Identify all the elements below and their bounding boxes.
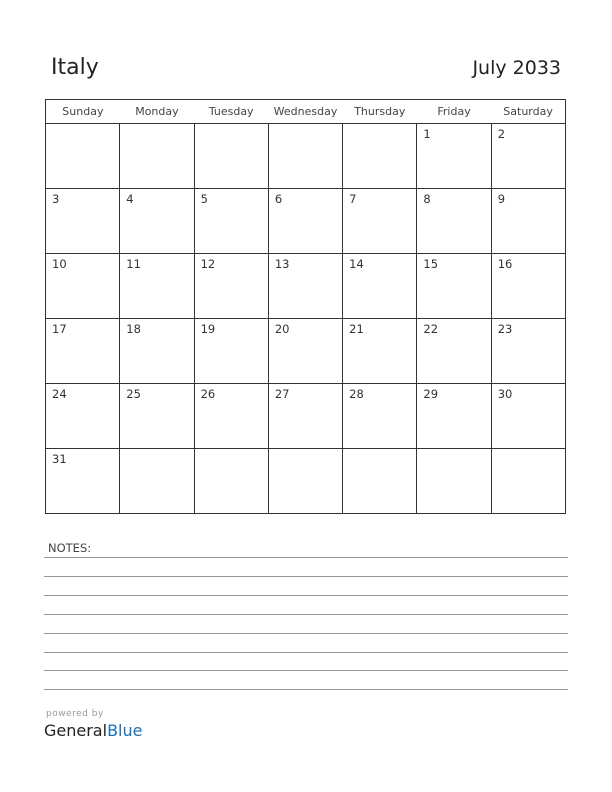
weekday-tuesday: Tuesday bbox=[194, 100, 268, 124]
week-row bbox=[46, 124, 566, 189]
day-cell bbox=[491, 319, 565, 384]
day-number: 29 bbox=[423, 387, 439, 401]
day-cell bbox=[343, 124, 417, 189]
day-number: 14 bbox=[349, 257, 364, 271]
day-number: 21 bbox=[349, 322, 364, 336]
week-row bbox=[46, 449, 566, 514]
weekday-saturday: Saturday bbox=[491, 100, 565, 124]
day-cell bbox=[417, 254, 491, 319]
note-line bbox=[44, 670, 568, 671]
day-cell bbox=[268, 124, 342, 189]
country-title: Italy bbox=[51, 55, 99, 80]
day-cell bbox=[120, 254, 194, 319]
day-number: 20 bbox=[274, 322, 290, 336]
day-cell bbox=[343, 384, 417, 449]
day-number: 22 bbox=[423, 322, 439, 336]
day-cell bbox=[268, 254, 342, 319]
day-cell bbox=[46, 319, 120, 384]
day-cell bbox=[417, 124, 491, 189]
day-cell bbox=[46, 449, 120, 514]
note-line bbox=[44, 576, 568, 577]
weekday-monday: Monday bbox=[120, 100, 194, 124]
day-cell bbox=[194, 319, 268, 384]
weekday-header-row bbox=[46, 100, 566, 124]
day-cell bbox=[417, 319, 491, 384]
day-cell bbox=[46, 254, 120, 319]
day-cell bbox=[194, 449, 268, 514]
day-cell bbox=[417, 384, 491, 449]
day-number: 25 bbox=[126, 387, 141, 401]
day-cell bbox=[268, 319, 342, 384]
month-year-title: July 2033 bbox=[472, 57, 561, 79]
day-cell bbox=[120, 189, 194, 254]
note-line bbox=[44, 557, 568, 558]
day-cell bbox=[343, 189, 417, 254]
day-number: 8 bbox=[423, 192, 431, 206]
day-cell bbox=[268, 189, 342, 254]
brand-blue: Blue bbox=[107, 721, 143, 740]
note-line bbox=[44, 614, 568, 615]
week-row bbox=[46, 319, 566, 384]
day-cell bbox=[491, 189, 565, 254]
day-cell bbox=[491, 384, 565, 449]
day-number: 19 bbox=[200, 322, 216, 336]
day-number: 15 bbox=[423, 257, 439, 271]
day-number: 10 bbox=[52, 257, 67, 271]
day-number: 2 bbox=[497, 127, 506, 141]
day-cell bbox=[46, 384, 120, 449]
note-line bbox=[44, 652, 568, 653]
brand-general: General bbox=[44, 721, 108, 740]
notes-label: NOTES: bbox=[48, 541, 92, 555]
day-number: 1 bbox=[423, 127, 431, 141]
day-cell bbox=[343, 449, 417, 514]
week-row bbox=[46, 189, 566, 254]
day-cell bbox=[491, 124, 565, 189]
day-number: 13 bbox=[274, 257, 290, 271]
day-cell bbox=[417, 189, 491, 254]
day-cell bbox=[491, 254, 565, 319]
day-number: 12 bbox=[200, 257, 216, 271]
day-cell bbox=[268, 384, 342, 449]
day-number: 30 bbox=[497, 387, 513, 401]
day-number: 5 bbox=[200, 192, 208, 206]
day-number: 9 bbox=[497, 192, 506, 206]
day-number: 4 bbox=[126, 192, 134, 206]
weekday-wednesday: Wednesday bbox=[268, 100, 342, 124]
note-line bbox=[44, 689, 568, 690]
weekday-friday: Friday bbox=[417, 100, 491, 124]
day-number: 11 bbox=[126, 257, 141, 271]
week-row bbox=[46, 254, 566, 319]
day-number: 16 bbox=[497, 257, 513, 271]
day-cell bbox=[46, 189, 120, 254]
day-number: 27 bbox=[274, 387, 290, 401]
weekday-sunday: Sunday bbox=[46, 100, 120, 124]
powered-by-text: powered by bbox=[46, 709, 104, 719]
note-line bbox=[44, 595, 568, 596]
day-number: 31 bbox=[52, 452, 67, 466]
day-cell bbox=[194, 189, 268, 254]
day-cell bbox=[417, 449, 491, 514]
day-number: 17 bbox=[52, 322, 67, 336]
day-cell bbox=[343, 319, 417, 384]
day-cell bbox=[491, 449, 565, 514]
day-number: 18 bbox=[126, 322, 141, 336]
brand-logo bbox=[44, 721, 142, 740]
day-cell bbox=[343, 254, 417, 319]
day-number: 28 bbox=[349, 387, 364, 401]
day-number: 6 bbox=[274, 192, 283, 206]
day-cell bbox=[194, 384, 268, 449]
day-cell bbox=[194, 124, 268, 189]
note-line bbox=[44, 633, 568, 634]
day-cell bbox=[120, 124, 194, 189]
day-cell bbox=[46, 124, 120, 189]
day-cell bbox=[194, 254, 268, 319]
day-cell bbox=[120, 449, 194, 514]
day-cell bbox=[120, 384, 194, 449]
weekday-thursday: Thursday bbox=[343, 100, 417, 124]
day-number: 24 bbox=[52, 387, 67, 401]
day-number: 23 bbox=[497, 322, 513, 336]
week-row bbox=[46, 384, 566, 449]
day-number: 3 bbox=[52, 192, 60, 206]
calendar-grid bbox=[45, 99, 566, 514]
day-number: 26 bbox=[200, 387, 216, 401]
day-cell bbox=[268, 449, 342, 514]
day-cell bbox=[120, 319, 194, 384]
day-number: 7 bbox=[349, 192, 357, 206]
